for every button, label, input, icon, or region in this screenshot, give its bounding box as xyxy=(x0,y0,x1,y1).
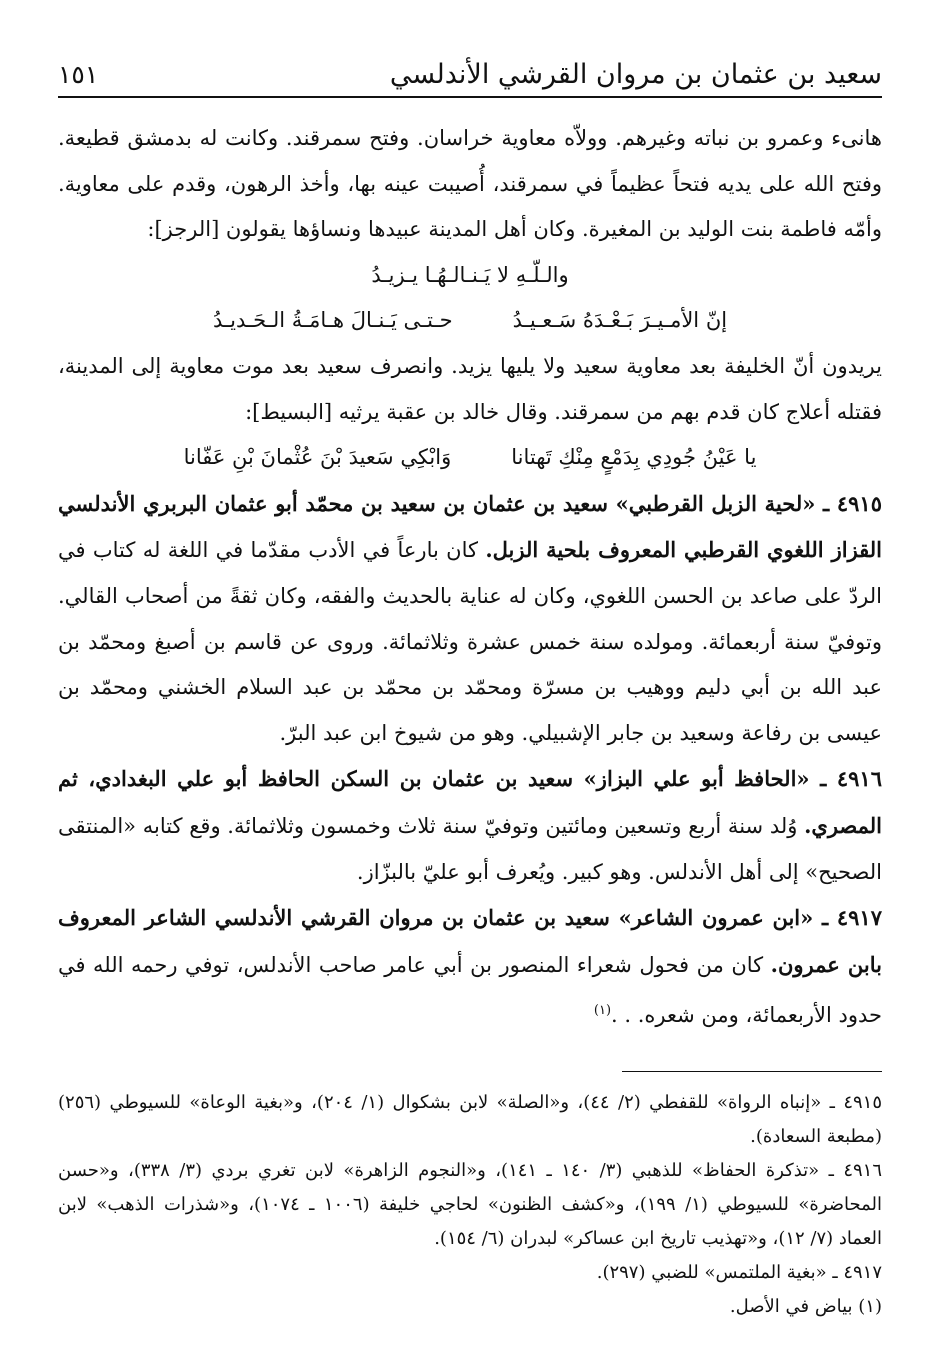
verse-hemistich: وَابْكِي سَعيدَ بْنَ عُثْمانَ بْنِ عَفّانا xyxy=(183,445,452,470)
footnote-marker: (١) xyxy=(593,1003,612,1019)
verse-line xyxy=(58,435,882,481)
entry-4916 xyxy=(58,756,882,895)
entry-text: كان بارعاً في الأدب مقدّما في اللغة له كتاب في الردّ على صاعد بن الحسن اللغوي، وكان له عناية بالحديث والفقه، وكان ثقةً من أصحاب القالي. وتوفيّ سنة أربعمائة. ومولده سنة خمس عشرة وثلاثمائة. وروى عن قاسم بن أصبغ ومحمّد بن عبد الله بن أبي دليم ووهيب بن مسرّة ومحمّد بن محمّد بن عبد السلام الخشني ومحمّد بن عيسى بن رفاعة وسعيد بن جابر الإشبيلي. وهو من شيوخ ابن عبد البرّ. xyxy=(58,538,882,745)
footnote: ٤٩١٧ ـ «بغية الملتمس» للضبي (٢٩٧). xyxy=(596,1262,882,1283)
verse-hemistich: حـتـى يَـنـالَ هـامَـةُ الـحَـديـدُ xyxy=(212,308,453,333)
footnote-divider xyxy=(622,1071,882,1072)
footnote: ٤٩١٥ ـ «إنباه الرواة» للقفطي (٢/ ٤٤)، و«الصلة» لابن بشكوال (١/ ٢٠٤)، و«بغية الوعاة» للسيوطي (٢٥٦) (مطبعة السعادة). xyxy=(58,1092,882,1147)
footnote: ٤٩١٦ ـ «تذكرة الحفاظ» للذهبي (٣/ ١٤٠ ـ ١٤١)، و«النجوم الزاهرة» لابن تغري بردي (٣/ ٣٣٨)، و«حسن المحاضرة» للسيوطي (١/ ١٩٩)، و«كشف الظنون» لحاجي خليفة (١٠٠٦ ـ ١٠٧٤)، و«شذرات الذهب» لابن العماد (٧/ ١٢)، و«تهذيب تاريخ ابن عساكر» لبدران (٦/ ١٥٤). xyxy=(58,1160,882,1249)
entry-text: كان من فحول شعراء المنصور بن أبي عامر صاحب الأندلس، توفي رحمه الله في حدود الأربعمائة، ومن شعره. . . xyxy=(58,952,882,1028)
entry-4917 xyxy=(58,895,882,1039)
verse-line xyxy=(58,253,882,299)
entry-heading: ٤٩١٥ ـ «لحية الزبل القرطبي» سعيد بن عثمان بن سعيد بن محمّد أبو عثمان البربري الأندلسي القزاز اللغوي القرطبي المعروف بلحية الزبل. xyxy=(58,490,883,563)
paragraph: يريدون أنّ الخليفة بعد معاوية سعيد ولا يليها يزيد. وانصرف سعيد بعد موت معاوية إلى المدينة، فقتله أعلاج كان قدم بهم من سمرقند. وقال خالد بن عقبة يرثيه [البسيط]: xyxy=(58,353,882,424)
entry-heading: ٤٩١٧ ـ «ابن عمرون الشاعر» سعيد بن عثمان بن مروان القرشي الأندلسي الشاعر المعروف بابن عمرون. xyxy=(58,905,882,977)
verse-line xyxy=(58,298,882,344)
entry-4915 xyxy=(58,481,882,757)
verse-hemistich: والـلّـهِ لا يَـنـالـهُـا يـزيـدُ xyxy=(371,262,569,287)
entry-text: وُلد سنة أربع وتسعين ومائتين وتوفيّ سنة ثلاث وخمسون وثلاثمائة. وقع كتابه «المنتقى الصحيح» إلى أهل الأندلس. وهو كبير. ويُعرف أبو عليّ بالبزّاز. xyxy=(58,813,882,884)
paragraph: هانىء وعمرو بن نباته وغيرهم. وولاّه معاوية خراسان. وفتح سمرقند. وكانت له بدمشق قطيعة. وفتح الله على يديه فتحاً عظيماً في سمرقند، أُصيبت عينه بها، وأخذ الرهون، وقدم على معاوية. وأمّه فاطمة بنت الوليد بن المغيرة. وكان أهل المدينة عبيدها ونساؤها يقولون [الرجز]: xyxy=(58,126,882,242)
entry-heading: ٤٩١٦ ـ «الحافظ أبو علي البزاز» سعيد بن عثمان بن السكن الحافظ أبو علي البغدادي، ثم المصري. xyxy=(58,766,882,838)
footnotes xyxy=(58,1086,882,1324)
page-header xyxy=(58,52,882,98)
running-title: سعيد بن عثمان بن مروان القرشي الأندلسي xyxy=(389,58,882,90)
verse-hemistich: يا عَيْنُ جُودِي بِدَمْعٍ مِنْكِ تَهتانا xyxy=(511,445,757,470)
footnote: (١) بياض في الأصل. xyxy=(729,1296,882,1317)
main-text xyxy=(58,116,882,1039)
verse-hemistich: إنّ الأمـيـرَ بَـعْـدَهُ سَـعـيـدُ xyxy=(512,308,728,333)
page-number: ١٥١ xyxy=(58,59,99,89)
